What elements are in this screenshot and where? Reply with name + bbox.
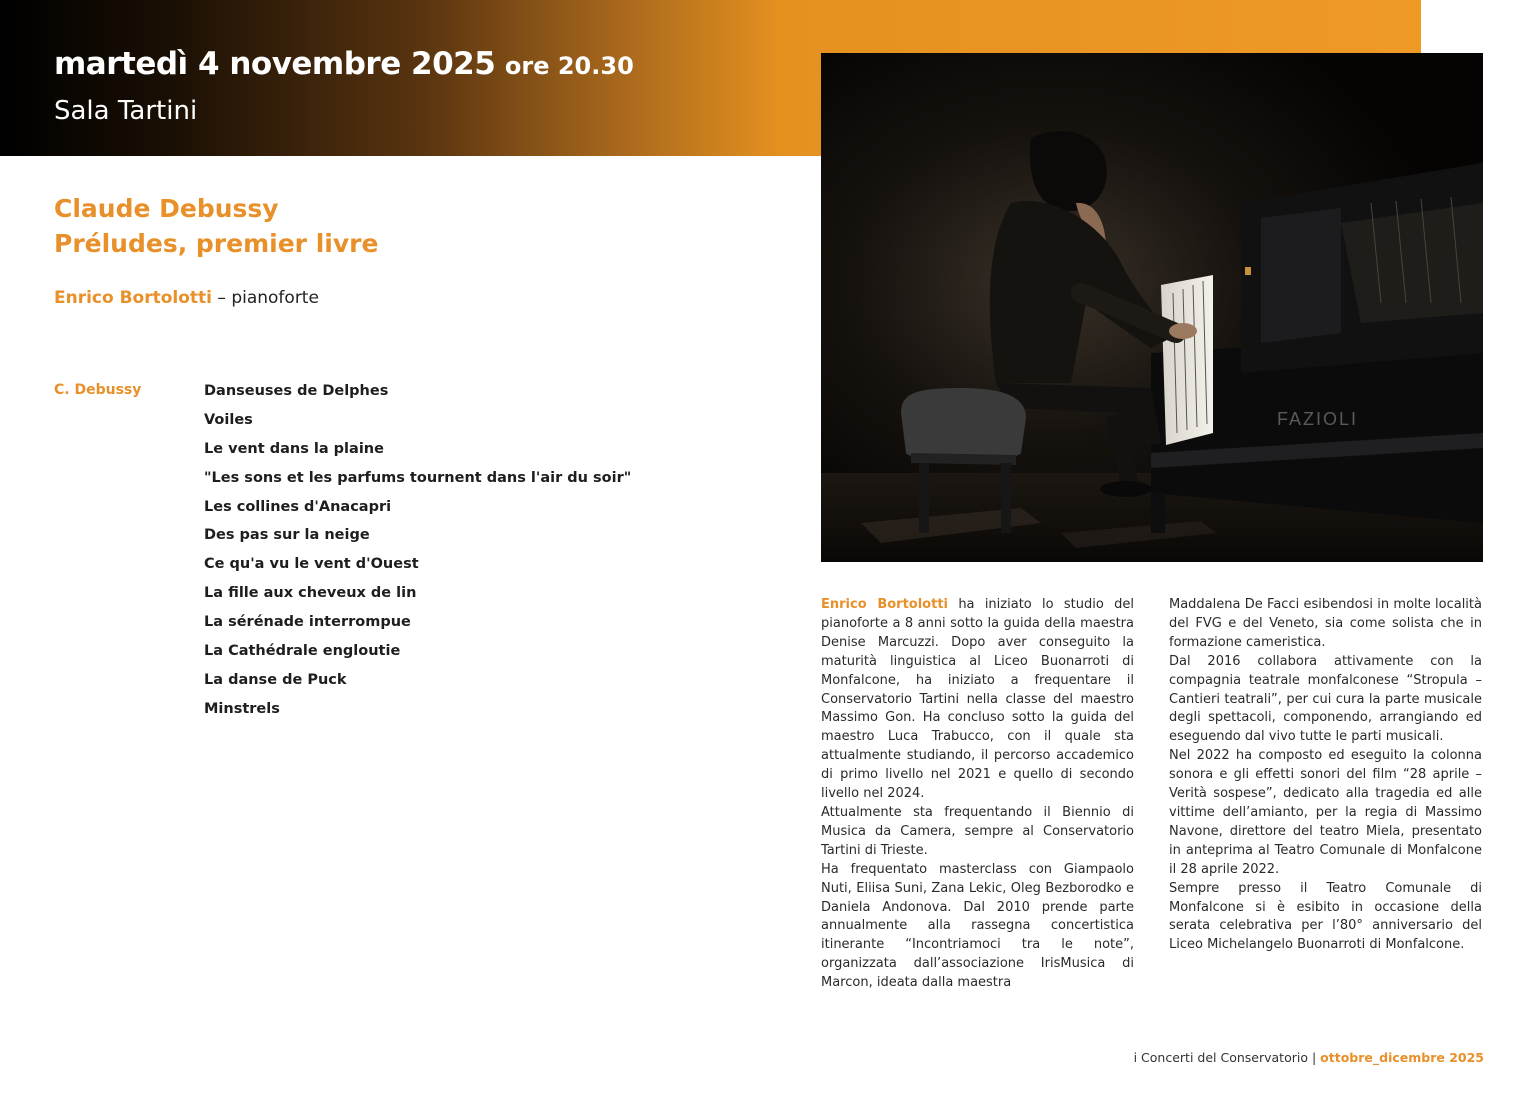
program-item: Danseuses de Delphes — [204, 383, 389, 399]
program-item: La Cathédrale engloutie — [204, 643, 401, 660]
bio-paragraph: Attualmente sta frequentando il Biennio di Musica da Camera, sempre al Conservatorio Tartini di Trieste. — [821, 804, 1134, 858]
bio-paragraph: Nel 2022 ha composto ed eseguito la colonna sonora e gli effetti sonori del film “28 aprile – Verità sospese”, dedicato alla tragedia ed alle vittime dell’amianto, per la regia di Massimo Navone, direttore del teatro Miela, presentato in anteprima al Teatro Comunale di Monfalcone il 28 aprile 2022. — [1169, 748, 1482, 877]
bio-paragraph: Ha frequentato masterclass con Giampaolo Nuti, Eliisa Suni, Zana Lekic, Oleg Bezborodko e Daniela Andonova. Dal 2010 prende parte annualmente alla rassegna concertistica itinerante “Incontriamoci tra le note”, organizzata dall’associazione IrisMusica di Marcon, ideata dalla maestra — [821, 861, 1134, 991]
footer-series: i Concerti del Conservatorio — [1133, 1050, 1308, 1065]
program-item: La sérénade interrompue — [204, 614, 411, 631]
bio-column-left — [821, 596, 1134, 993]
program-item: Minstrels — [204, 700, 280, 717]
composer-title: Claude Debussy — [54, 194, 279, 223]
performer-line — [54, 288, 319, 308]
program-list — [204, 379, 631, 726]
bio-paragraph: Dal 2016 collabora attivamente con la compagnia teatrale monfalconese “Stropula – Cantieri teatrali”, per cui cura la parte musicale degli spettacoli, componendo, arrangiando ed eseguendo dal vivo tutte le parti musicali. — [1169, 653, 1482, 745]
program-item: "Les sons et les parfums tournent dans l'air du soir" — [204, 469, 632, 486]
footer-separator: | — [1307, 1050, 1321, 1065]
program-item: Voiles — [204, 411, 253, 428]
pianist-photo-illustration — [821, 53, 1483, 562]
footer-period: ottobre_dicembre 2025 — [1320, 1050, 1484, 1065]
date-text: martedì 4 novembre 2025 — [54, 46, 496, 82]
program-composer: C. Debussy — [54, 382, 142, 398]
performer-name: Enrico Bortolotti — [54, 288, 213, 308]
program-item: Des pas sur la neige — [204, 527, 370, 544]
venue: Sala Tartini — [54, 96, 198, 126]
concert-title — [54, 191, 378, 261]
time-text: ore 20.30 — [504, 52, 634, 80]
program-item: Le vent dans la plaine — [204, 440, 384, 457]
pianist-photo — [821, 53, 1483, 562]
bio-paragraph: Maddalena De Facci esibendosi in molte località del FVG e del Veneto, sia come solista che in formazione cameristica. — [1169, 597, 1482, 650]
bio-column-right — [1169, 596, 1482, 955]
program-item: La danse de Puck — [204, 671, 347, 688]
performer-role: pianoforte — [231, 288, 319, 308]
program-item: Ce qu'a vu le vent d'Ouest — [204, 556, 419, 573]
program-item: Les collines d'Anacapri — [204, 498, 392, 515]
program-item: La fille aux cheveux de lin — [204, 585, 417, 602]
work-title: Préludes, premier livre — [54, 229, 379, 258]
concert-date — [54, 46, 634, 82]
bio-paragraph: Sempre presso il Teatro Comunale di Monfalcone si è esibito in occasione della serata celebrativa per l’80° anniversario del Liceo Michelangelo Buonarroti di Monfalcone. — [1169, 880, 1482, 953]
bio-text: ha iniziato lo studio del pianoforte a 8 anni sotto la guida della maestra Denise Marcuzzi. Dopo aver conseguito la maturità linguistica al Liceo Buonarroti di Monfalcone, ha iniziato a frequentare il Conservatorio Tartini nella classe del maestro Massimo Gon. Ha concluso sotto la guida del maestro Luca Trabucco, con il quale sta attualmente studiando, il percorso accademico di primo livello nel 2021 e quello di secondo livello nel 2024. — [821, 597, 1134, 802]
performer-separator: – — [212, 288, 232, 308]
page-footer — [1134, 1050, 1484, 1065]
bio-paragraph — [821, 596, 1134, 804]
bio-name: Enrico Bortolotti — [821, 597, 949, 612]
piano-brand: FAZIOLI — [1277, 409, 1359, 429]
